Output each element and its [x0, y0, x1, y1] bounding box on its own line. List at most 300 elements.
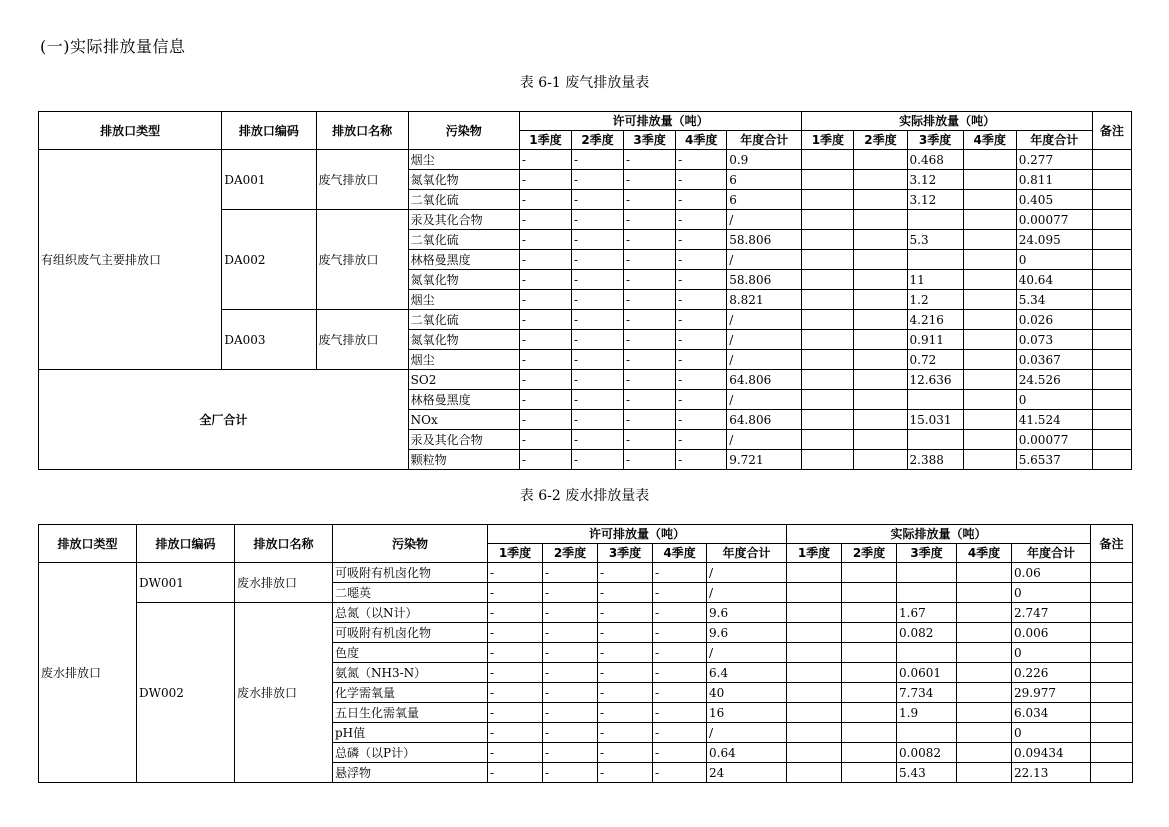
pollutant-cell: pH值 [333, 723, 488, 743]
value-cell-p2: - [543, 643, 598, 663]
outlet-code-cell: DA002 [222, 210, 316, 310]
value-cell-p3: - [598, 683, 653, 703]
value-cell-a2 [854, 410, 907, 430]
value-cell-a3: 1.9 [897, 703, 957, 723]
value-cell-a3: 0.082 [897, 623, 957, 643]
col-header-q2: 2季度 [854, 131, 907, 150]
value-cell-p3: - [598, 603, 653, 623]
value-cell-a2 [854, 390, 907, 410]
value-cell-aa: 0 [1012, 643, 1091, 663]
pollutant-cell: 可吸附有机卤化物 [333, 563, 488, 583]
value-cell-p2: - [571, 150, 623, 170]
value-cell-p4: - [653, 743, 707, 763]
value-cell-p1: - [519, 270, 571, 290]
value-cell-p3: - [624, 190, 676, 210]
value-cell-a1 [802, 330, 854, 350]
value-cell-a4 [957, 643, 1012, 663]
total-row [39, 370, 1132, 390]
value-cell-aa: 0.811 [1016, 170, 1092, 190]
value-cell-p2: - [571, 230, 623, 250]
value-cell-a2 [842, 563, 897, 583]
value-cell-remark [1092, 150, 1131, 170]
value-cell-remark [1092, 350, 1131, 370]
waste-water-table [38, 524, 1133, 783]
value-cell-a4 [963, 310, 1016, 330]
value-cell-remark [1091, 763, 1133, 783]
value-cell-p3: - [598, 743, 653, 763]
value-cell-p3: - [624, 250, 676, 270]
value-cell-aa: 0.405 [1016, 190, 1092, 210]
value-cell-pa: / [727, 350, 802, 370]
col-header-type: 排放口类型 [39, 112, 222, 150]
value-cell-p1: - [519, 390, 571, 410]
value-cell-p1: - [519, 230, 571, 250]
value-cell-remark [1092, 370, 1131, 390]
value-cell-p4: - [653, 683, 707, 703]
value-cell-aa: 0.0367 [1016, 350, 1092, 370]
value-cell-pa: 64.806 [727, 410, 802, 430]
value-cell-p2: - [543, 743, 598, 763]
outlet-type-cell: 废水排放口 [39, 563, 137, 783]
value-cell-a2 [842, 743, 897, 763]
value-cell-p1: - [488, 623, 543, 643]
value-cell-p1: - [519, 250, 571, 270]
outlet-code-cell: DW002 [137, 603, 235, 783]
col-header-q1: 1季度 [787, 544, 842, 563]
value-cell-a1 [787, 643, 842, 663]
value-cell-p1: - [519, 150, 571, 170]
pollutant-cell: 烟尘 [408, 150, 519, 170]
value-cell-a4 [963, 230, 1016, 250]
outlet-code-cell: DA003 [222, 310, 316, 370]
value-cell-aa: 0.00077 [1016, 210, 1092, 230]
value-cell-p2: - [571, 310, 623, 330]
value-cell-a2 [854, 150, 907, 170]
value-cell-p1: - [519, 290, 571, 310]
value-cell-pa: 9.6 [707, 623, 787, 643]
value-cell-p2: - [571, 270, 623, 290]
waste-water-table-body [39, 563, 1133, 783]
value-cell-a1 [787, 563, 842, 583]
value-cell-pa: / [707, 643, 787, 663]
value-cell-a4 [957, 603, 1012, 623]
value-cell-aa: 5.34 [1016, 290, 1092, 310]
value-cell-remark [1092, 390, 1131, 410]
value-cell-remark [1092, 310, 1131, 330]
col-header-actual: 实际排放量（吨） [787, 525, 1091, 544]
pollutant-cell: 烟尘 [408, 350, 519, 370]
value-cell-aa: 0.006 [1012, 623, 1091, 643]
pollutant-cell: 烟尘 [408, 290, 519, 310]
value-cell-a2 [854, 190, 907, 210]
value-cell-p3: - [598, 763, 653, 783]
value-cell-a4 [957, 683, 1012, 703]
col-header-annual: 年度合计 [1016, 131, 1092, 150]
pollutant-cell: 二氧化硫 [408, 190, 519, 210]
value-cell-p4: - [653, 583, 707, 603]
value-cell-a2 [854, 270, 907, 290]
value-cell-a1 [802, 210, 854, 230]
value-cell-a3: 1.67 [897, 603, 957, 623]
value-cell-p4: - [676, 390, 727, 410]
value-cell-a2 [854, 430, 907, 450]
value-cell-remark [1091, 723, 1133, 743]
value-cell-p1: - [488, 603, 543, 623]
value-cell-p4: - [676, 410, 727, 430]
value-cell-a4 [963, 350, 1016, 370]
value-cell-remark [1092, 450, 1131, 470]
col-header-type: 排放口类型 [39, 525, 137, 563]
value-cell-p1: - [519, 330, 571, 350]
value-cell-aa: 0 [1012, 723, 1091, 743]
col-header-actual: 实际排放量（吨） [802, 112, 1093, 131]
value-cell-p1: - [519, 350, 571, 370]
value-cell-aa: 0.00077 [1016, 430, 1092, 450]
value-cell-a4 [957, 663, 1012, 683]
outlet-name-cell: 废气排放口 [316, 150, 408, 210]
value-cell-p4: - [676, 370, 727, 390]
pollutant-cell: 氨氮（NH3-N） [333, 663, 488, 683]
value-cell-pa: / [727, 210, 802, 230]
outlet-code-cell: DA001 [222, 150, 316, 210]
value-cell-p1: - [519, 310, 571, 330]
value-cell-p3: - [624, 390, 676, 410]
value-cell-p1: - [488, 643, 543, 663]
value-cell-remark [1092, 250, 1131, 270]
value-cell-a2 [854, 330, 907, 350]
value-cell-p2: - [543, 683, 598, 703]
value-cell-p4: - [653, 563, 707, 583]
value-cell-pa: / [727, 330, 802, 350]
value-cell-a3: 5.43 [897, 763, 957, 783]
value-cell-a2 [854, 250, 907, 270]
value-cell-pa: 6 [727, 190, 802, 210]
value-cell-pa: / [727, 430, 802, 450]
value-cell-p2: - [571, 370, 623, 390]
value-cell-p3: - [624, 430, 676, 450]
table2-caption: 表 6-2 废水排放量表 [519, 488, 650, 504]
value-cell-a1 [802, 250, 854, 270]
pollutant-cell: 总氮（以N计） [333, 603, 488, 623]
value-cell-pa: 6 [727, 170, 802, 190]
value-cell-a1 [802, 450, 854, 470]
value-cell-p4: - [653, 723, 707, 743]
value-cell-p2: - [571, 450, 623, 470]
value-cell-aa: 22.13 [1012, 763, 1091, 783]
value-cell-a3 [907, 430, 963, 450]
value-cell-a3: 5.3 [907, 230, 963, 250]
value-cell-a1 [802, 310, 854, 330]
value-cell-a3: 0.0601 [897, 663, 957, 683]
value-cell-p1: - [519, 170, 571, 190]
value-cell-a4 [963, 430, 1016, 450]
value-cell-a4 [963, 370, 1016, 390]
value-cell-p4: - [676, 230, 727, 250]
col-header-q4: 4季度 [963, 131, 1016, 150]
value-cell-a4 [963, 150, 1016, 170]
value-cell-pa: 0.64 [707, 743, 787, 763]
value-cell-p2: - [571, 410, 623, 430]
total-label-cell: 全厂合计 [39, 370, 409, 470]
value-cell-a3: 0.468 [907, 150, 963, 170]
col-header-q1: 1季度 [802, 131, 854, 150]
pollutant-cell: 化学需氧量 [333, 683, 488, 703]
value-cell-a4 [957, 703, 1012, 723]
value-cell-a3: 4.216 [907, 310, 963, 330]
value-cell-remark [1092, 410, 1131, 430]
table-row [39, 150, 1132, 170]
waste-gas-table [38, 111, 1132, 470]
value-cell-aa: 0.026 [1016, 310, 1092, 330]
table-row [39, 603, 1133, 623]
value-cell-pa: 24 [707, 763, 787, 783]
pollutant-cell: 二噁英 [333, 583, 488, 603]
value-cell-a4 [963, 210, 1016, 230]
value-cell-remark [1092, 270, 1131, 290]
value-cell-aa: 24.526 [1016, 370, 1092, 390]
section-heading: (一)实际排放量信息 [40, 37, 186, 56]
value-cell-a1 [787, 683, 842, 703]
value-cell-p1: - [488, 583, 543, 603]
value-cell-p3: - [624, 270, 676, 290]
value-cell-a4 [963, 170, 1016, 190]
value-cell-p4: - [676, 150, 727, 170]
col-header-q3: 3季度 [897, 544, 957, 563]
value-cell-a3: 3.12 [907, 190, 963, 210]
value-cell-a4 [963, 270, 1016, 290]
value-cell-a1 [802, 170, 854, 190]
col-header-q3: 3季度 [907, 131, 963, 150]
value-cell-remark [1091, 643, 1133, 663]
value-cell-p2: - [543, 663, 598, 683]
value-cell-a1 [787, 703, 842, 723]
value-cell-a3 [897, 563, 957, 583]
value-cell-aa: 0.277 [1016, 150, 1092, 170]
value-cell-a2 [842, 643, 897, 663]
col-header-name: 排放口名称 [235, 525, 333, 563]
value-cell-p3: - [624, 450, 676, 470]
value-cell-remark [1091, 743, 1133, 763]
value-cell-aa: 0.09434 [1012, 743, 1091, 763]
value-cell-a1 [802, 230, 854, 250]
value-cell-pa: 58.806 [727, 230, 802, 250]
value-cell-aa: 5.6537 [1016, 450, 1092, 470]
col-header-q2: 2季度 [571, 131, 623, 150]
value-cell-remark [1091, 703, 1133, 723]
value-cell-pa: / [727, 250, 802, 270]
value-cell-aa: 0.226 [1012, 663, 1091, 683]
value-cell-a1 [802, 410, 854, 430]
value-cell-p3: - [624, 150, 676, 170]
value-cell-a4 [963, 390, 1016, 410]
value-cell-a2 [842, 663, 897, 683]
value-cell-p4: - [676, 430, 727, 450]
value-cell-p1: - [488, 663, 543, 683]
value-cell-p3: - [624, 230, 676, 250]
value-cell-aa: 0.06 [1012, 563, 1091, 583]
value-cell-a2 [842, 683, 897, 703]
value-cell-remark [1092, 170, 1131, 190]
value-cell-p4: - [676, 250, 727, 270]
value-cell-a3 [907, 390, 963, 410]
value-cell-a3: 11 [907, 270, 963, 290]
value-cell-p4: - [653, 623, 707, 643]
value-cell-p1: - [488, 743, 543, 763]
value-cell-aa: 40.64 [1016, 270, 1092, 290]
value-cell-remark [1092, 230, 1131, 250]
value-cell-pa: 9.6 [707, 603, 787, 623]
col-header-pollutant: 污染物 [333, 525, 488, 563]
pollutant-cell: 总磷（以P计） [333, 743, 488, 763]
value-cell-pa: / [707, 583, 787, 603]
value-cell-aa: 0 [1016, 250, 1092, 270]
value-cell-remark [1091, 623, 1133, 643]
col-header-remark: 备注 [1091, 525, 1133, 563]
value-cell-p3: - [598, 723, 653, 743]
value-cell-a3: 0.0082 [897, 743, 957, 763]
value-cell-pa: / [727, 390, 802, 410]
pollutant-cell: 二氧化硫 [408, 230, 519, 250]
value-cell-a2 [854, 210, 907, 230]
col-header-annual: 年度合计 [707, 544, 787, 563]
value-cell-remark [1091, 563, 1133, 583]
value-cell-pa: / [707, 563, 787, 583]
value-cell-a3: 1.2 [907, 290, 963, 310]
value-cell-p4: - [676, 190, 727, 210]
value-cell-a2 [854, 450, 907, 470]
value-cell-p2: - [571, 290, 623, 310]
col-header-code: 排放口编码 [222, 112, 316, 150]
value-cell-p1: - [519, 190, 571, 210]
value-cell-a3: 2.388 [907, 450, 963, 470]
value-cell-a2 [854, 230, 907, 250]
value-cell-a1 [787, 743, 842, 763]
value-cell-a2 [842, 603, 897, 623]
value-cell-p4: - [676, 270, 727, 290]
value-cell-a1 [802, 350, 854, 370]
outlet-name-cell: 废水排放口 [235, 603, 333, 783]
value-cell-aa: 29.977 [1012, 683, 1091, 703]
value-cell-a1 [802, 370, 854, 390]
value-cell-p3: - [598, 583, 653, 603]
value-cell-p1: - [488, 563, 543, 583]
col-header-code: 排放口编码 [137, 525, 235, 563]
value-cell-p2: - [571, 210, 623, 230]
value-cell-remark [1092, 330, 1131, 350]
value-cell-a1 [787, 603, 842, 623]
pollutant-cell: 二氧化硫 [408, 310, 519, 330]
value-cell-p4: - [653, 603, 707, 623]
outlet-name-cell: 废气排放口 [316, 210, 408, 310]
value-cell-a4 [963, 190, 1016, 210]
value-cell-p4: - [676, 290, 727, 310]
value-cell-p2: - [571, 390, 623, 410]
value-cell-a4 [957, 563, 1012, 583]
col-header-permitted: 许可排放量（吨） [488, 525, 787, 544]
value-cell-a1 [802, 150, 854, 170]
waste-gas-table-body [39, 150, 1132, 470]
value-cell-a3: 12.636 [907, 370, 963, 390]
pollutant-cell: NOx [408, 410, 519, 430]
value-cell-a1 [802, 270, 854, 290]
value-cell-pa: 64.806 [727, 370, 802, 390]
value-cell-p3: - [624, 170, 676, 190]
value-cell-p2: - [543, 723, 598, 743]
value-cell-a2 [842, 723, 897, 743]
outlet-type-cell: 有组织废气主要排放口 [39, 150, 222, 370]
value-cell-p3: - [624, 370, 676, 390]
pollutant-cell: 汞及其化合物 [408, 430, 519, 450]
value-cell-p3: - [598, 623, 653, 643]
value-cell-p3: - [624, 210, 676, 230]
value-cell-aa: 0 [1016, 390, 1092, 410]
col-header-name: 排放口名称 [316, 112, 408, 150]
pollutant-cell: 氮氧化物 [408, 330, 519, 350]
value-cell-a1 [787, 663, 842, 683]
value-cell-p4: - [653, 703, 707, 723]
value-cell-pa: 6.4 [707, 663, 787, 683]
value-cell-a4 [957, 623, 1012, 643]
value-cell-a2 [854, 290, 907, 310]
value-cell-a4 [963, 290, 1016, 310]
value-cell-a3 [897, 723, 957, 743]
value-cell-pa: / [727, 310, 802, 330]
value-cell-a3 [907, 250, 963, 270]
value-cell-p1: - [519, 410, 571, 430]
col-header-q2: 2季度 [842, 544, 897, 563]
value-cell-p2: - [571, 190, 623, 210]
value-cell-aa: 41.524 [1016, 410, 1092, 430]
value-cell-pa: 0.9 [727, 150, 802, 170]
value-cell-a3: 7.734 [897, 683, 957, 703]
value-cell-p2: - [571, 350, 623, 370]
value-cell-pa: 40 [707, 683, 787, 703]
value-cell-a3 [907, 210, 963, 230]
value-cell-p4: - [676, 330, 727, 350]
col-header-q3: 3季度 [598, 544, 653, 563]
value-cell-a1 [787, 583, 842, 603]
pollutant-cell: 悬浮物 [333, 763, 488, 783]
pollutant-cell: 可吸附有机卤化物 [333, 623, 488, 643]
col-header-annual: 年度合计 [1012, 544, 1091, 563]
value-cell-a3: 0.72 [907, 350, 963, 370]
value-cell-remark [1091, 683, 1133, 703]
pollutant-cell: 色度 [333, 643, 488, 663]
pollutant-cell: 林格曼黑度 [408, 250, 519, 270]
value-cell-aa: 0.073 [1016, 330, 1092, 350]
value-cell-p1: - [519, 370, 571, 390]
value-cell-p2: - [571, 250, 623, 270]
outlet-code-cell: DW001 [137, 563, 235, 603]
value-cell-p3: - [624, 310, 676, 330]
value-cell-p4: - [653, 663, 707, 683]
value-cell-pa: 8.821 [727, 290, 802, 310]
value-cell-a1 [802, 290, 854, 310]
value-cell-a4 [957, 763, 1012, 783]
value-cell-a2 [842, 623, 897, 643]
col-header-q4: 4季度 [957, 544, 1012, 563]
col-header-q2: 2季度 [543, 544, 598, 563]
value-cell-a3: 15.031 [907, 410, 963, 430]
value-cell-p4: - [676, 210, 727, 230]
value-cell-remark [1091, 663, 1133, 683]
table-row [39, 563, 1133, 583]
value-cell-a4 [957, 723, 1012, 743]
value-cell-a4 [957, 743, 1012, 763]
value-cell-p3: - [598, 643, 653, 663]
col-header-q3: 3季度 [624, 131, 676, 150]
value-cell-pa: / [707, 723, 787, 743]
